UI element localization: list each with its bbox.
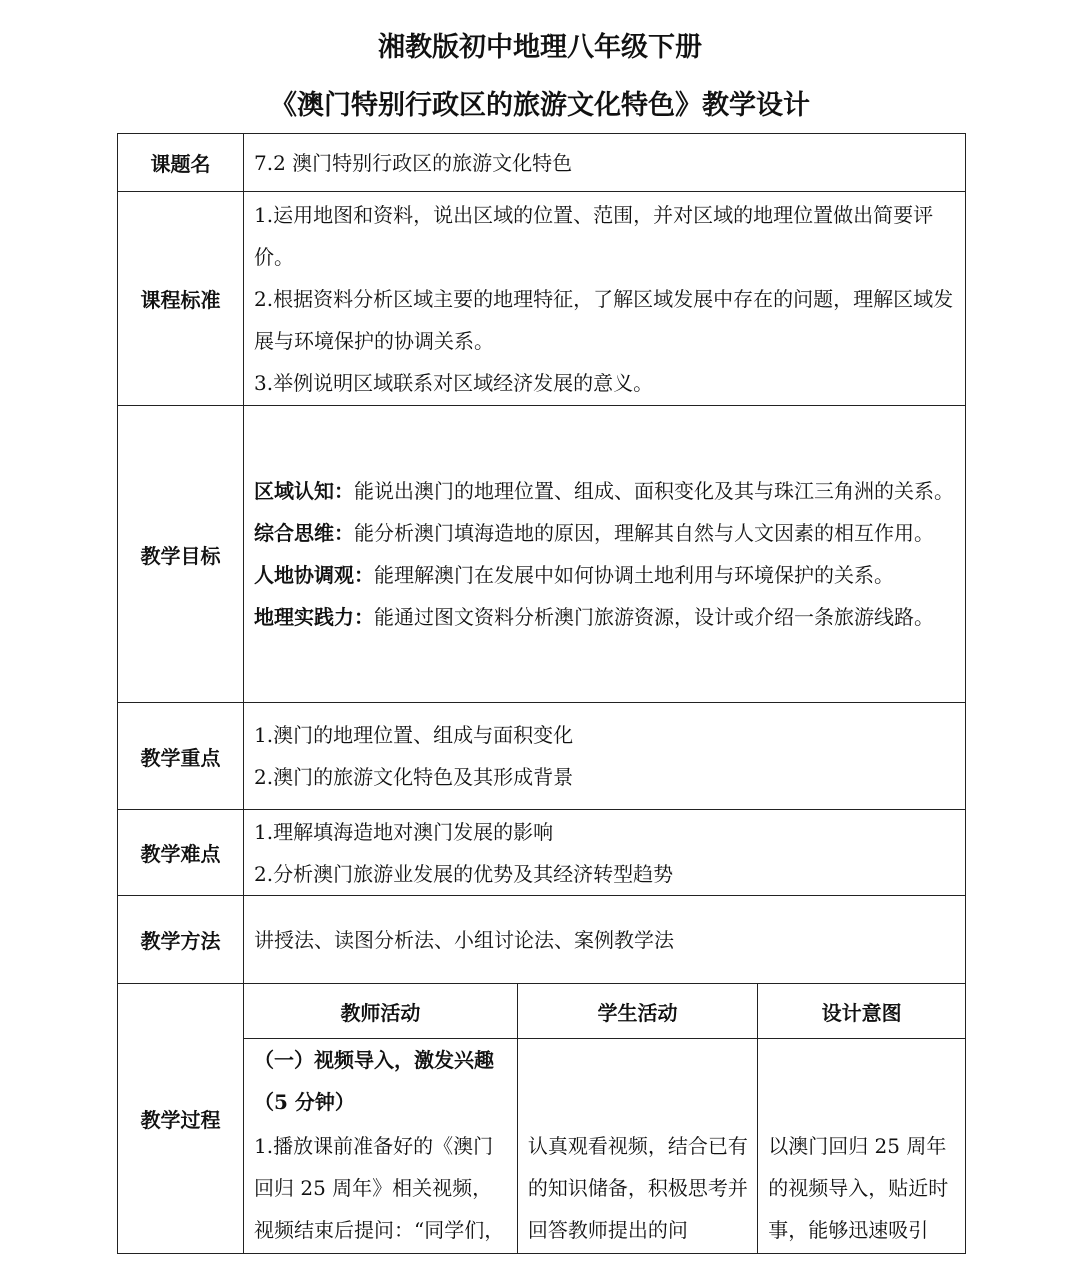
lesson-plan-table bbox=[117, 133, 966, 1254]
column-header: 教师活动 bbox=[244, 984, 517, 1039]
goal-head: 地理实践力： bbox=[254, 605, 374, 629]
teacher-activity: 1.播放课前准备好的《澳门回归 25 周年》相关视频，视频结束后提问：“同学们， bbox=[254, 1134, 505, 1242]
key-point-item: 1.澳门的地理位置、组成与面积变化 bbox=[254, 723, 574, 747]
table-row bbox=[118, 134, 966, 192]
table-row bbox=[118, 192, 966, 406]
table-row bbox=[118, 896, 966, 984]
stage-title: （一）视频导入，激发兴趣（5 分钟） bbox=[254, 1048, 494, 1114]
table-row bbox=[118, 406, 966, 703]
row-label: 课题名 bbox=[118, 134, 244, 192]
goal-text: 能通过图文资料分析澳门旅游资源，设计或介绍一条旅游线路。 bbox=[374, 605, 934, 629]
process-cell bbox=[244, 984, 966, 1254]
teacher-activity-cell bbox=[244, 1039, 517, 1253]
student-activity-cell bbox=[517, 1039, 757, 1253]
table-row bbox=[118, 984, 966, 1254]
column-header: 设计意图 bbox=[758, 984, 965, 1039]
key-points-cell bbox=[244, 703, 966, 810]
standard-item: 1.运用地图和资料，说出区域的位置、范围，并对区域的地理位置做出简要评价。 bbox=[254, 202, 934, 269]
document-title: 湘教版初中地理八年级下册 bbox=[378, 32, 702, 63]
row-label: 教学方法 bbox=[118, 896, 244, 984]
goal-item bbox=[254, 470, 955, 512]
goal-item bbox=[254, 554, 955, 596]
goal-head: 人地协调观： bbox=[254, 563, 374, 587]
design-intent: 以澳门回归 25 周年的视频导入，贴近时事，能够迅速吸引 bbox=[768, 1134, 949, 1242]
key-point-item: 2.澳门的旅游文化特色及其形成背景 bbox=[254, 765, 574, 789]
difficulty-item: 2.分析澳门旅游业发展的优势及其经济转型趋势 bbox=[254, 861, 674, 886]
row-label: 教学目标 bbox=[118, 406, 244, 703]
goals-cell bbox=[244, 406, 966, 703]
topic-value: 7.2 澳门特别行政区的旅游文化特色 bbox=[244, 134, 966, 192]
standard-item: 3.举例说明区域联系对区域经济发展的意义。 bbox=[254, 370, 654, 395]
goal-text: 能分析澳门填海造地的原因，理解其自然与人文因素的相互作用。 bbox=[354, 521, 934, 545]
goal-item bbox=[254, 512, 955, 554]
goal-item bbox=[254, 596, 955, 638]
standards-cell bbox=[244, 192, 966, 406]
process-table bbox=[244, 984, 965, 1253]
goal-text: 能理解澳门在发展中如何协调土地利用与环境保护的关系。 bbox=[374, 563, 894, 587]
row-label: 教学过程 bbox=[118, 984, 244, 1254]
document-subtitle: 《澳门特别行政区的旅游文化特色》教学设计 bbox=[270, 90, 810, 121]
student-activity: 认真观看视频，结合已有的知识储备，积极思考并回答教师提出的问 bbox=[527, 1134, 748, 1242]
design-intent-cell bbox=[758, 1039, 965, 1253]
difficulty-item: 1.理解填海造地对澳门发展的影响 bbox=[254, 819, 554, 844]
row-label: 教学难点 bbox=[118, 810, 244, 896]
difficulties-cell bbox=[244, 810, 966, 896]
goal-text: 能说出澳门的地理位置、组成、面积变化及其与珠江三角洲的关系。 bbox=[354, 479, 954, 503]
table-row bbox=[118, 810, 966, 896]
column-header: 学生活动 bbox=[517, 984, 757, 1039]
standard-item: 2.根据资料分析区域主要的地理特征，了解区域发展中存在的问题，理解区域发展与环境保护的协调关系。 bbox=[254, 286, 954, 353]
table-row bbox=[118, 703, 966, 810]
methods-value: 讲授法、读图分析法、小组讨论法、案例教学法 bbox=[244, 896, 966, 984]
goal-head: 综合思维： bbox=[254, 521, 354, 545]
goal-head: 区域认知： bbox=[254, 479, 354, 503]
row-label: 课程标准 bbox=[118, 192, 244, 406]
row-label: 教学重点 bbox=[118, 703, 244, 810]
